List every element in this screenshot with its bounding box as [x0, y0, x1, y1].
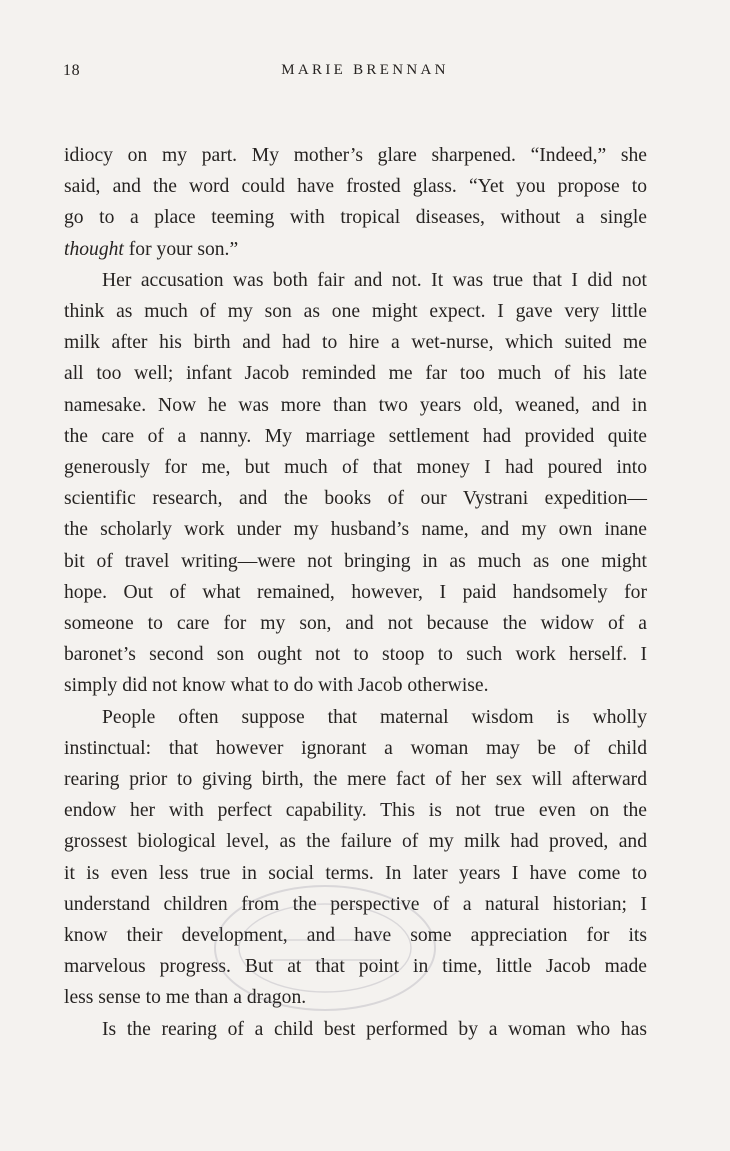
text-fragment: for your son.” [123, 238, 239, 260]
paragraph [64, 140, 647, 265]
paragraph [64, 265, 647, 702]
text-line: grossest biological level, as the failure of my milk had proved, and [64, 831, 647, 853]
text-line: Her accusation was both fair and not. It was true that I did not [102, 269, 647, 291]
text-line: go to a place teeming with tropical diseases, without a single [64, 207, 647, 229]
text-line: someone to care for my son, and not because the widow of a [64, 613, 647, 635]
text-line: understand children from the perspective of a natural historian; I [64, 893, 647, 915]
text-line: less sense to me than a dragon. [64, 987, 307, 1009]
text-line: idiocy on my part. My mother’s glare sharpened. “Indeed,” she [64, 145, 647, 166]
text-line: all too well; infant Jacob reminded me far too much of his late [64, 363, 647, 385]
text-line: rearing prior to giving birth, the mere fact of her sex will afterward [64, 769, 647, 791]
text-line: milk after his birth and had to hire a wet-nurse, which suited me [64, 332, 647, 354]
text-line: said, and the word could have frosted glass. “Yet you propose to [64, 176, 647, 198]
text-line: namesake. Now he was more than two years old, weaned, and in [64, 394, 647, 416]
emphasized-word: thought [64, 238, 124, 260]
text-line: the care of a nanny. My marriage settlement had provided quite [64, 425, 647, 447]
text-line: People often suppose that maternal wisdom is wholly [102, 706, 647, 728]
author-running-head: MARIE BRENNAN [281, 62, 449, 78]
text-line: know their development, and have some appreciation for its [64, 925, 647, 947]
text-line: baronet’s second son ought not to stoop to such work herself. I [64, 644, 647, 666]
text-line: think as much of my son as one might expect. I gave very little [64, 301, 647, 323]
text-line: Is the rearing of a child best performed by a woman who has [102, 1018, 647, 1040]
running-head [63, 62, 667, 86]
text-line: bit of travel writing—were not bringing in as much as one might [64, 550, 647, 572]
text-line: generously for me, but much of that money I had poured into [64, 457, 647, 479]
text-line: marvelous progress. But at that point in time, little Jacob made [64, 956, 647, 978]
body-text [64, 140, 647, 1045]
text-line: it is even less true in social terms. In later years I have come to [64, 862, 647, 884]
text-line: instinctual: that however ignorant a woman may be of child [64, 737, 647, 759]
page-number: 18 [63, 62, 81, 79]
text-line: simply did not know what to do with Jacob otherwise. [64, 675, 489, 697]
text-line: hope. Out of what remained, however, I paid handsomely for [64, 581, 647, 603]
paragraph [64, 1014, 647, 1045]
text-line [64, 234, 647, 265]
paragraph [64, 702, 647, 1014]
text-line: scientific research, and the books of our Vystrani expedition— [64, 488, 647, 510]
text-line: the scholarly work under my husband’s name, and my own inane [64, 519, 647, 541]
text-line: endow her with perfect capability. This is not true even on the [64, 800, 647, 822]
